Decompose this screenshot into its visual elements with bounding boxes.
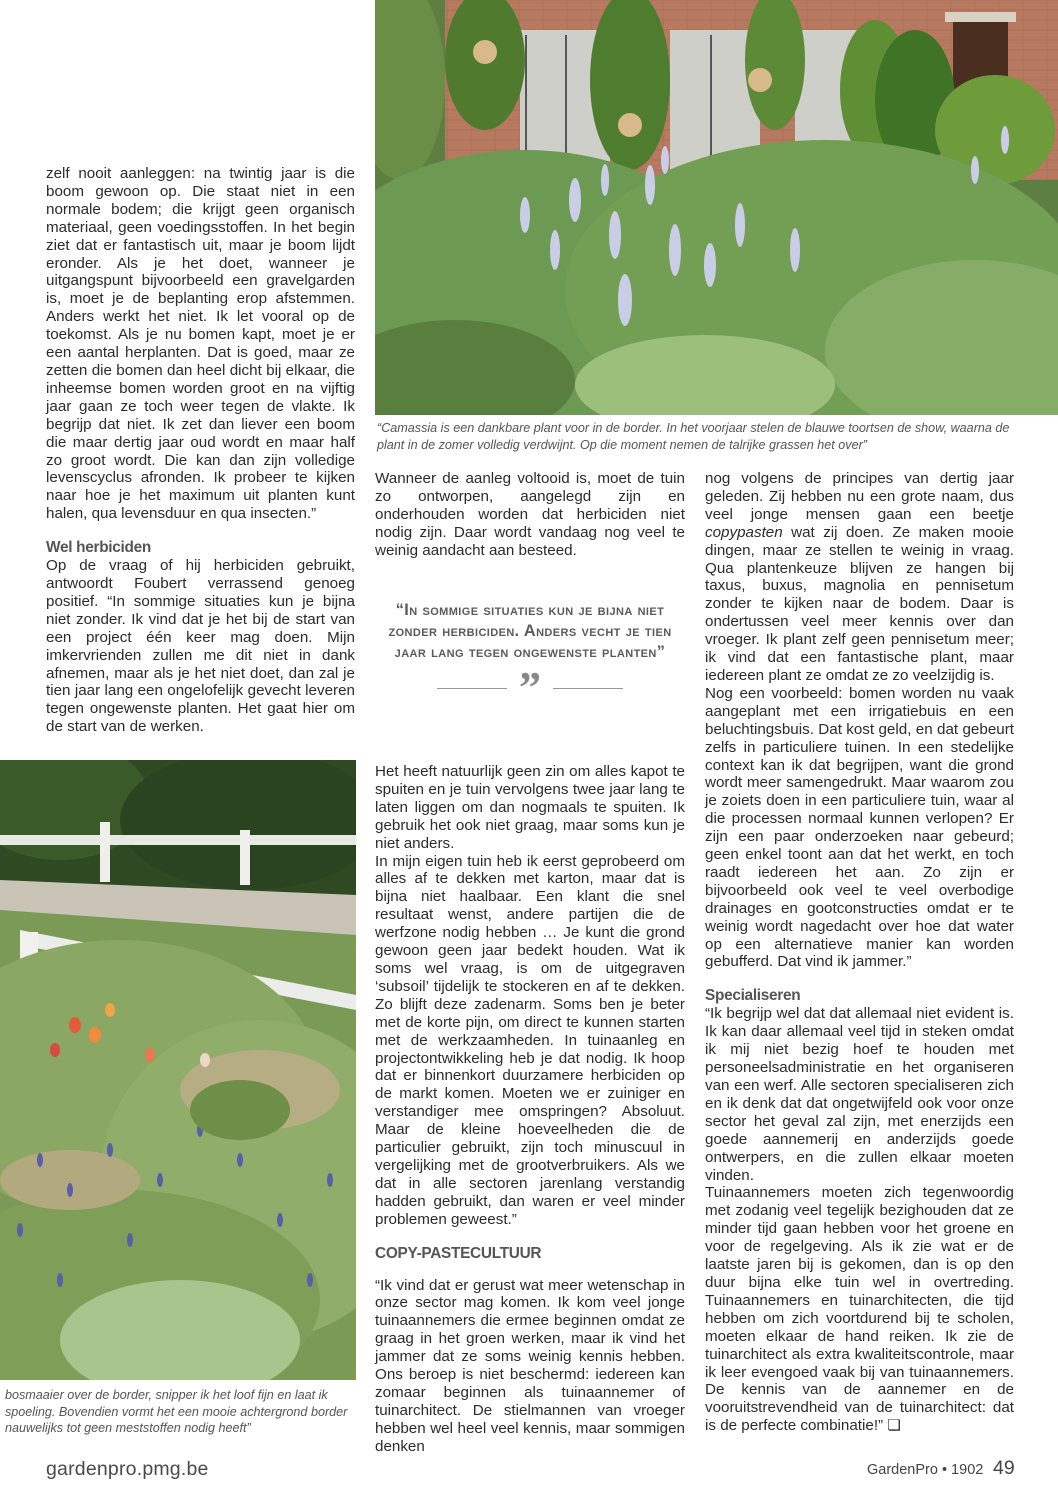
body-paragraph: “Ik begrijp wel dat dat allemaal niet evident is. Ik kan daar allemaal veel tijd in steken omdat ik mij niet bezig hoef te houden met personeelsadministratie en het organiseren van een werf. Alle sectoren specialiseren zich en ik denk dat dat ongetwijfeld ook voor onze sector het geval zal zijn, met enerzijds een goede aannemerij en anderzijds goede ontwerpers, en die zullen elkaar moeten vinden. [705, 1005, 1014, 1184]
photo-caption-top: “Camassia is een dankbare plant voor in de border. In het voorjaar stelen de blauwe toortsen de show, waarna de plant in de zomer volledig verdwijnt. Op die moment nemen de talrijke grassen het over” [377, 421, 1010, 452]
article-column-1 [46, 165, 355, 736]
body-paragraph: Tuinaannemers moeten zich tegenwoordig met zodanig veel tegelijk bezighouden dat ze minder tijd gaan hebben voor het groene en voor de regelgeving. Als ik zie wat er de laatste jaren bij is gekomen, dan is op den duur bijna elke tuin wel in overtreding. Tuinaannemers en tuinarchitecten, die tijd hebben om zich voortdurend bij te scholen, moeten elkaar de hand reiken. Ik zie de tuinarchitect als extra kwaliteitscontrole, maar ik leer evengoed vaak bij van tuinaannemers. De kennis van de aannemer en de vooruitstrevendheid van de tuinarchitect: dat is de perfecte combinatie!” ❏ [705, 1184, 1014, 1435]
ornament-rule-left [437, 688, 507, 689]
subheading-copy-pastecultuur: COPY-PASTECULTUUR [375, 1244, 542, 1262]
subheading-specialiseren: Specialiseren [705, 987, 801, 1005]
quote-mark-icon: ” [519, 663, 541, 712]
article-column-2-bottom [375, 763, 685, 1456]
pull-quote-ornament [375, 663, 685, 712]
pull-quote [375, 600, 685, 712]
photo-caption-left: bosmaaier over de border, snipper ik het loof fijn en laat ik spoeling. Bovendien vormt het een mooie achtergrond border nauwelijks tot geen meststoffen nodig heeft” [5, 1388, 348, 1435]
emphasis-copypasten: copypasten [705, 523, 783, 541]
article-column-3 [705, 470, 1014, 1435]
body-paragraph: Nog een voorbeeld: bomen worden nu vaak aangeplant met een irrigatiebuis en een beluchtingsbuis. Dat kost geld, en dat gebeurt zelfs in particuliere tuinen. In een stedelijke context kan ik dat begrijpen, want die grond wordt meer samengedrukt. Maar waarom zou je zoiets doen in een particuliere tuin, waar al die processen normaal kunnen verlopen? Er zijn een paar onderzoeken naar gebeurd; geen enkel toont aan dat het werkt, en toch raadt iedereen het aan. Zo zijn er bijvoorbeeld ook veel te veel overbodige drainages en gootconstructies omdat er te weinig wordt nagedacht over hoe dat water op een alternatieve manier kan worden gebufferd. Dat vind ik jammer.” [705, 684, 1014, 971]
footer-magazine-issue: GardenPro • 1902 [867, 1462, 984, 1478]
body-paragraph: “Ik vind dat er gerust wat meer wetenschap in onze sector mag komen. Ik kom veel jonge tuinaannemers die ermee beginnen omdat ze graag in het groen werken, maar ik vind het jammer dat ze soms weinig kennis hebben. Ons beroep is niet beschermd: iedereen kan zomaar beginnen als tuinaannemer of tuinarchitect. De stielmannen van vroeger hebben wel heel veel kennis, maar sommigen denken [375, 1276, 685, 1455]
body-paragraph: Het heeft natuurlijk geen zin om alles kapot te spuiten en je tuin vervolgens twee jaar lang te laten liggen om dan nogmaals te spuiten. Ik gebruik het ook niet graag, maar soms kun je niet anders. [375, 763, 685, 852]
border-bulbs-photo [0, 760, 356, 1380]
body-paragraph: In mijn eigen tuin heb ik eerst geprobeerd om alles af te dekken met karton, maar dat is bijna niet haalbaar. Een klant die snel resultaat wenst, andere partijen die de werfzone nodig hebben … Je kunt die grond gewoon geen jaar bedekt houden. Wat ik soms wel vraag, is om de uitgegraven ‘subsoil’ tijdelijk te stockeren en af te dekken. Zo blijft deze zadenarm. Soms ben je beter met de korte pijn, om direct te kunnen starten met de werkzaamheden. In tuinaanleg en projectontwikkeling heb je dat nodig. Ik hoop dat er binnenkort duurzamere herbiciden op de markt komen. Moeten we er zuiniger en verstandiger mee omspringen? Absoluut. Maar de kleine hoeveelheden die de particulier gebruikt, zijn toch minuscuul in vergelijking met de grootverbruikers. Als we dat in alle sectoren jarenlang verstandig hadden gebruikt, dan waren er veel minder problemen geweest.” [375, 852, 685, 1228]
ornament-rule-right [553, 688, 623, 689]
body-text: wat zij doen. Ze maken mooie dingen, maar ze stellen te weinig in vraag. Qua plantenkeuze blijven ze hangen bij taxus, buxus, magnolia en pennisetum zonder te kijken naar de bodem. Daar is ondertussen veel meer kennis over dan vroeger. Ik plant zelf geen pennisetum meer; ik vind dat een fantastische plant, maar iedereen plant ze omdat ze zo veelzijdig is. [705, 523, 1014, 684]
body-paragraph [705, 470, 1014, 685]
body-paragraph: Op de vraag of hij herbiciden gebruikt, antwoordt Foubert verrassend genoeg positief. “In sommige situaties kun je bijna niet zonder. Ik vind dat je het bij de start van een project één keer mag doen. Mijn imkervrienden zullen me dit niet in dank afnemen, maar als je het niet doet, dan zal je tien jaar lang een ongelofelijk gevecht leveren tegen ongewenste planten. Het gaat hier om de start van de werken. [46, 557, 355, 736]
footer-website-link[interactable]: gardenpro.pmg.be [46, 1458, 209, 1480]
pull-quote-text: “In sommige situaties kun je bijna niet zonder herbiciden. Anders vecht je tien jaar lang tegen ongewenste planten” [388, 601, 672, 661]
camassia-garden-photo [375, 0, 1058, 415]
footer-page-number: 49 [993, 1457, 1015, 1479]
body-paragraph: zelf nooit aanleggen: na twintig jaar is die boom gewoon op. Die staat niet in een normale bodem; die krijgt geen organisch materiaal, geen voedingsstoffen. In het begin ziet dat er fantastisch uit, maar je boom lijdt eronder. Als je het doet, wanneer je uitgangspunt bijvoorbeeld een gravelgarden is, moet je de beplanting erop afstemmen. Anders werkt het niet. Ik let vooral op de toekomst. Als je nu bomen kapt, moet je er een aantal herplanten. Dat is goed, maar ze zetten die bomen dan heel dicht bij elkaar, die inheemse bomen worden groot en na vijftig jaar gaan ze toch weer tegen de vlakte. Ik begrijp dat niet. Ik zet dan liever een boom die maar dertig jaar oud wordt en maar half zo groot wordt. Die kan dan zijn volledige levenscyclus afronden. Ik probeer te kijken naar hoe je het maximum uit planten kunt halen, qua levensduur en qua insecten.” [46, 165, 355, 523]
subheading-wel-herbiciden: Wel herbiciden [46, 539, 151, 557]
article-column-2-top [375, 470, 685, 560]
body-text: nog volgens de principes van dertig jaar geleden. Zij hebben nu een grote naam, dus veel jonge mensen gaan een beetje [705, 470, 1014, 523]
body-paragraph: Wanneer de aanleg voltooid is, moet de tuin zo ontworpen, aangelegd zijn en onderhouden worden dat herbiciden niet nodig zijn. Daar wordt vandaag nog veel te weinig aandacht aan besteed. [375, 470, 685, 559]
